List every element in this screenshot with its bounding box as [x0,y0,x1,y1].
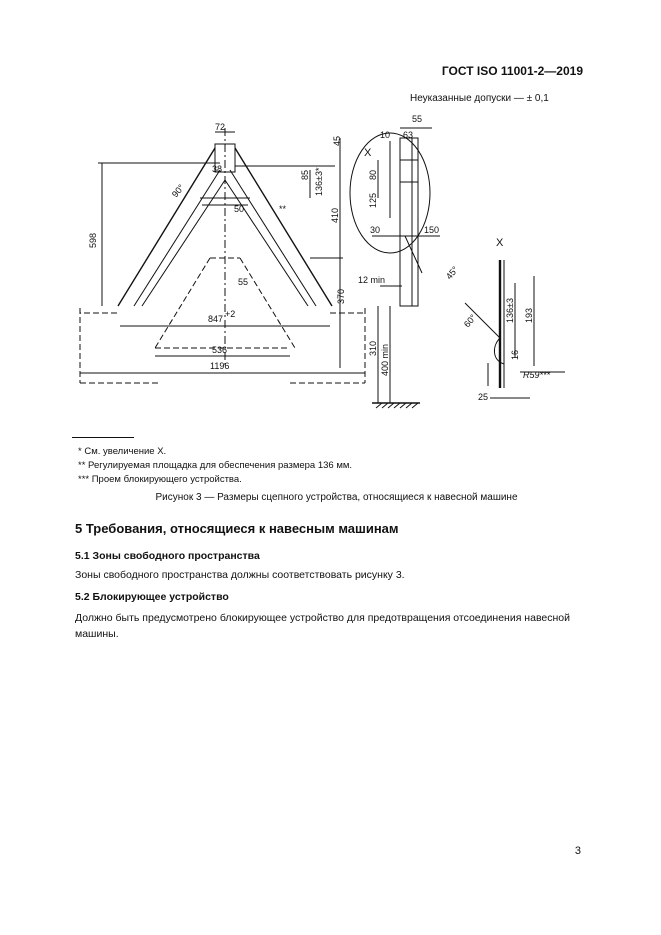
dim-847-tol: +2 [225,309,236,319]
technical-drawing [60,108,600,418]
dim-193: 193 [524,307,534,323]
dim-10: 10 [380,130,391,140]
dim-r59: R59*** [523,370,551,380]
footnote-3: *** Проем блокирующего устройства. [78,474,242,485]
dim-400-min: 400 min [380,343,390,376]
dim-150: 150 [424,225,440,235]
footnote-rule [72,437,134,438]
footnote-1: * См. увеличение X. [78,446,167,457]
view-x-label-left: X [364,147,372,159]
dim-45: 45 [332,135,342,146]
dim-16: 16 [510,349,520,360]
dim-55-top: 55 [412,114,423,124]
dim-63: 63 [403,130,414,140]
tolerance-note: Неуказанные допуски — ± 0,1 [410,93,549,104]
dim-90-deg: 90° [169,182,187,200]
section-heading: 5 Требования, относящиеся к навесным машинам [75,521,399,536]
dim-310: 310 [368,340,378,356]
dim-125: 125 [368,192,378,208]
dim-410: 410 [330,207,340,223]
dim-1196: 1196 [210,361,230,371]
document-header: ГОСТ ISO 11001-2—2019 [441,64,583,78]
paragraph-5-2: Должно быть предусмотрено блокирующее устройство для предотвращения отсоединения навесной машины. [75,612,571,640]
dim-72: 72 [215,122,226,132]
dim-847: 847 [208,314,224,324]
figure-caption: Рисунок 3 — Размеры сцепного устройства, относящиеся к навесной машине [155,492,518,503]
dim-60-deg: 60° [461,312,479,330]
dim-370: 370 [336,288,346,304]
view-x-label-right: X [496,237,504,249]
dim-25: 25 [478,392,489,402]
dim-136-tol: 136±3* [314,167,324,196]
dim-12-min: 12 min [358,275,386,285]
dim-80: 80 [368,169,378,180]
subsection-heading-5-2: 5.2 Блокирующее устройство [75,591,229,603]
page-number: 3 [574,845,581,857]
footnote-2: ** Регулируемая площадка для обеспечения размера 136 мм. [78,460,353,471]
double-star-mark: ** [279,204,287,214]
dim-85: 85 [300,169,310,180]
dim-136-tol-detail: 136±3 [505,298,515,323]
dim-30: 30 [370,225,381,235]
dim-598: 598 [88,232,98,248]
dim-50: 50 [234,204,245,214]
subsection-heading-5-1: 5.1 Зоны свободного пространства [75,550,260,562]
dim-55-center: 55 [238,277,249,287]
dim-38: 38 [212,164,223,174]
paragraph-5-1: Зоны свободного пространства должны соответствовать рисунку 3. [75,569,405,581]
dim-45-deg: 45° [443,264,461,282]
dim-536: 536 [212,345,228,355]
